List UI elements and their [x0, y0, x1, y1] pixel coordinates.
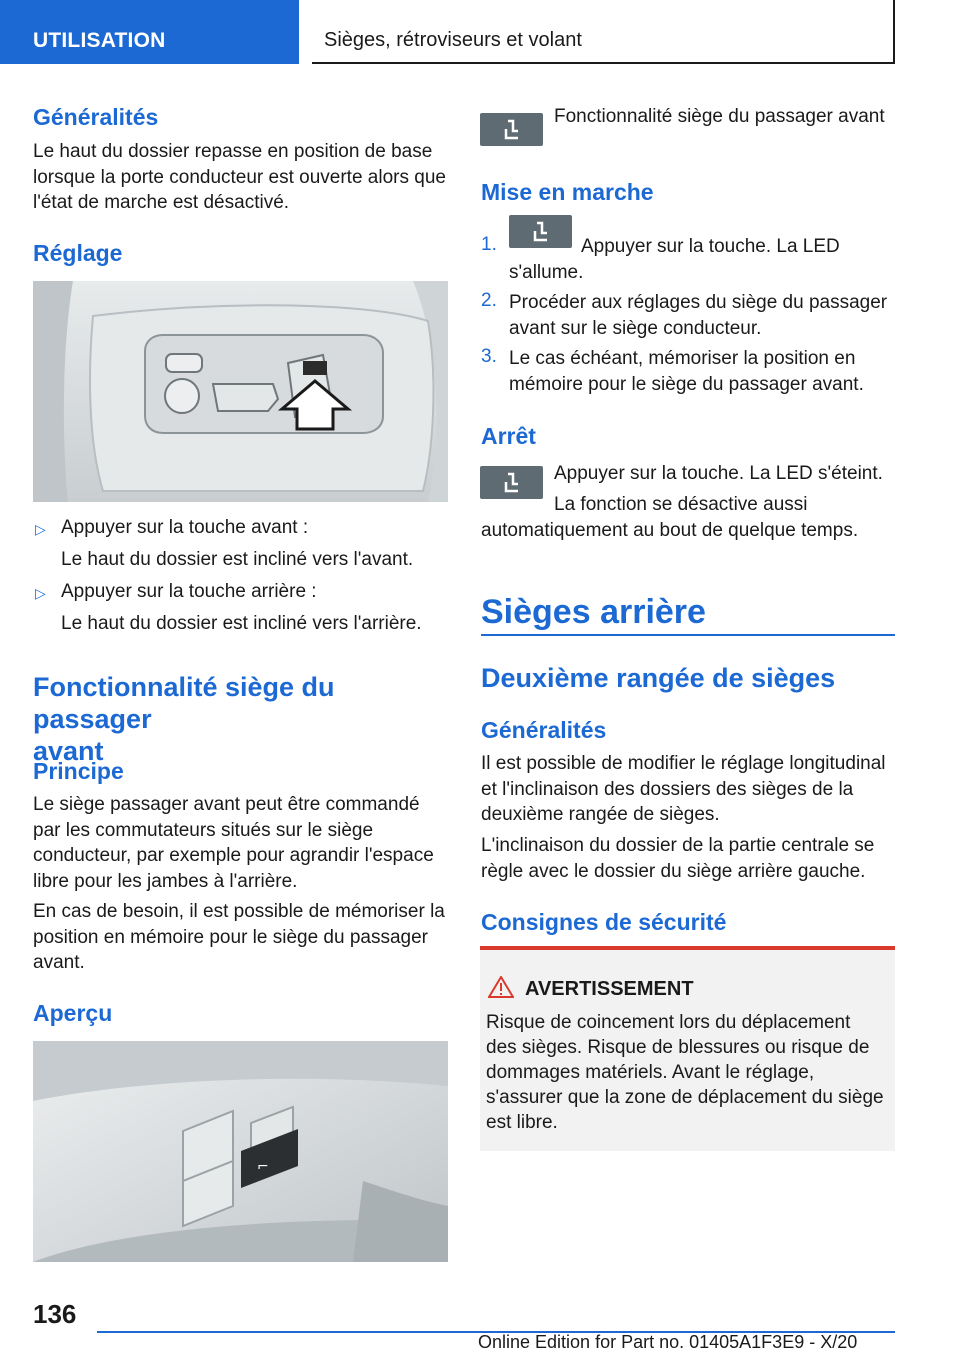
seat-switch-photo: [33, 281, 448, 502]
step-2-num: 2.: [481, 290, 497, 311]
generalites-right-text-1: Il est possible de modifier le réglage longitudinal et l'inclinaison des dossiers des sièges de la deuxième rangée de sièges.: [481, 753, 886, 825]
icon-caption: Fonctionnalité siège du passager avant: [554, 106, 885, 127]
step-1-text: Appuyer sur la touche. La LED s'allume.: [509, 236, 840, 283]
section-tab: [0, 0, 299, 64]
bullet-2-title: Appuyer sur la touche arrière :: [61, 581, 317, 602]
triangle-bullet-icon: ▷: [35, 585, 46, 601]
generalites-text: Le haut du dossier repasse en position de base lorsque la porte conducteur est ouverte alors que l'état de marche est désactivé.: [33, 141, 446, 213]
bullet-2-desc: Le haut du dossier est incliné vers l'arrière.: [61, 613, 422, 634]
page-number: 136: [33, 1299, 77, 1329]
step-1-num: 1.: [481, 234, 497, 255]
seat-memory-icon: [480, 113, 543, 146]
principe-heading: Principe: [33, 758, 124, 784]
deuxieme-heading: Deuxième rangée de sièges: [481, 663, 836, 693]
warning-box: [480, 946, 895, 1151]
seat-switch-illustration: [33, 281, 448, 502]
passenger-button-photo: [33, 1041, 448, 1262]
passenger-button-illustration: [33, 1041, 448, 1262]
fonction-heading-line1: Fonctionnalité siège du passager: [33, 672, 335, 734]
consignes-heading: Consignes de sécurité: [481, 909, 727, 935]
fonction-heading-line2: avant: [33, 736, 104, 766]
apercu-heading: Aperçu: [33, 1000, 113, 1026]
step-3-text: Le cas échéant, mémoriser la position en mémoire pour le siège du passager avant.: [509, 348, 864, 395]
heading-rule: [481, 634, 895, 636]
section-label: UTILISATION: [33, 29, 166, 52]
principe-text-2: En cas de besoin, il est possible de mémoriser la position en mémoire pour le siège du passager avant.: [33, 901, 445, 973]
bullet-1-desc: Le haut du dossier est incliné vers l'avant.: [61, 549, 414, 570]
step-2-text: Procéder aux réglages du siège du passager avant sur le siège conducteur.: [509, 292, 888, 339]
warning-triangle-icon: [488, 976, 514, 998]
svg-text:⌐: ⌐: [257, 1159, 269, 1175]
arret-heading: Arrêt: [481, 423, 536, 449]
chapter-tab: [312, 0, 895, 64]
arret-text-2: La fonction se désactive aussi automatiquement au bout de quelque temps.: [481, 494, 859, 541]
sieges-arriere-heading: Sièges arrière: [481, 593, 706, 631]
step-3-num: 3.: [481, 346, 497, 367]
edition-text: Online Edition for Part no. 01405A1F3E9 - X/20: [478, 1332, 858, 1352]
warning-text: Risque de coincement lors du déplacement des sièges. Risque de blessures ou risque de dommages matériels. Avant le réglage, s'assurer que la zone de déplacement du siège est libre.: [486, 1012, 884, 1133]
principe-text: Le siège passager avant peut être commandé par les commutateurs situés sur le siège conducteur, par exemple pour agrandir l'espace libre pour les jambes à l'arrière.: [33, 794, 434, 892]
arret-text-1: Appuyer sur la touche. La LED s'éteint.: [554, 463, 883, 484]
triangle-bullet-icon: ▷: [35, 521, 46, 537]
generalites-right-heading: Généralités: [481, 717, 607, 743]
bullet-1-title: Appuyer sur la touche avant :: [61, 517, 309, 538]
generalites-right-text-2: L'inclinaison du dossier de la partie centrale se règle avec le dossier du siège arrière gauche.: [481, 835, 875, 882]
mise-heading: Mise en marche: [481, 179, 654, 205]
generalites-heading: Généralités: [33, 104, 159, 130]
fonction-heading: [33, 671, 453, 767]
reglage-heading: Réglage: [33, 240, 123, 266]
chapter-label: Sièges, rétroviseurs et volant: [324, 29, 582, 51]
warning-label: AVERTISSEMENT: [525, 978, 694, 1000]
